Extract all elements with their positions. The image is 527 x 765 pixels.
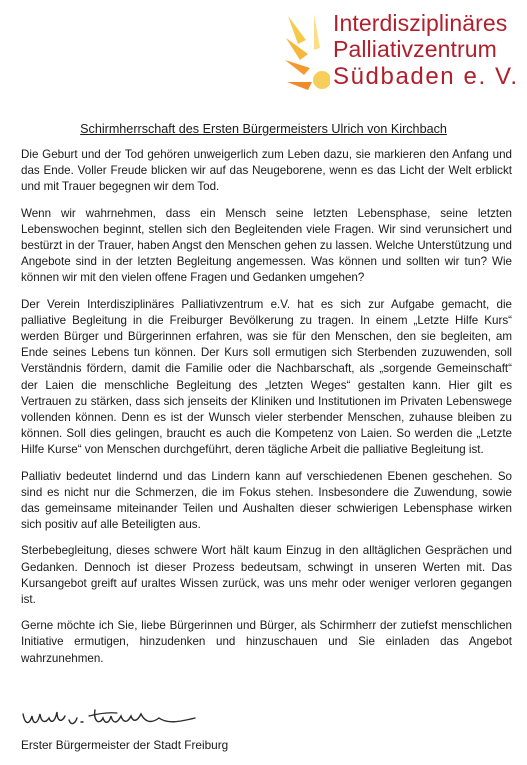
sun-rays-logo-icon	[284, 8, 330, 103]
handwritten-signature	[19, 700, 209, 734]
logo-line-1: Interdisziplinäres	[333, 10, 508, 36]
document-title: Schirmherrschaft des Ersten Bürgermeisters Ulrich von Kirchbach	[80, 122, 447, 136]
paragraph-4: Palliativ bedeutet lindernd und das Lindern kann auf verschiedenen Ebenen geschehen. So sind es nicht nur die Schmerzen, die im Fokus stehen. Insbesondere die Zuwendung, sowie das gemeinsame miteinander Teilen und Aushalten dieser schwierigen Lebensphase wirken sich positiv auf alle Beteiligten aus.	[21, 469, 512, 532]
paragraph-6: Gerne möchte ich Sie, liebe Bürgerinnen und Bürger, als Schirmherr der zutiefst menschlichen Initiative ermutigen, hinzudenken und hinzuschauen und Sie einladen das Angebot wahrzunehmen.	[21, 619, 512, 665]
logo-line-2: Palliativzentrum	[333, 36, 497, 62]
paragraph-1: Die Geburt und der Tod gehören unweigerlich zum Leben dazu, sie markieren den Anfang und das Ende. Voller Freude blicken wir auf das Neugeborene, wenn es das Licht der Welt erblickt und mit Trauer begegnen wir dem Tod.	[21, 148, 512, 194]
organization-logo-text	[333, 10, 519, 92]
paragraph-3: Der Verein Interdisziplinäres Palliativzentrum e.V. hat es sich zur Aufgabe gemacht, die palliative Begleitung in die Freiburger Bevölkerung zu tragen. In einem „Letzte Hilfe Kurs“ werden Bürger und Bürgerinnen erfahren, was sie für den Menschen, den sie begleiten, am Ende seines Lebens tun können. Der Kurs soll ermutigen sich Sterbenden zuzuwenden, soll Verständnis fördern, damit die Familie oder die Nachbarschaft, als „sorgende Gemeinschaft“ der Laien die menschliche Begleitung des „letzten Weges“ gestalten kann. Hier gilt es Vertrauen zu stärken, dass sich jenseits der Kliniken und Institutionen im Privaten Lebenswege vollenden können. Denn es ist der Wunsch vieler sterbender Menschen, zuhause bleiben zu können. Soll dies gelingen, braucht es auch die Kompetenz von Laien. So werden die „Letzte Hilfe Kurse“ von Menschen durchgeführt, deren tägliche Arbeit die palliative Begleitung ist.	[21, 297, 512, 457]
letter-body	[21, 147, 512, 677]
paragraph-2: Wenn wir wahrnehmen, dass ein Mensch seine letzten Lebensphase, seine letzten Lebenswochen beginnt, stellen sich den Begleitenden viele Fragen. Wir sind verunsichert und bestürzt in der Trauer, haben Angst den Menschen gehen zu lassen. Welche Unterstützung und Angebote sind in der letzten Begleitung angemessen. Was können und sollten wir tun? Wie können wir mit den vielen offene Fragen und Gedanken umgehen?	[21, 206, 512, 285]
logo-line-3: Südbaden e. V.	[333, 63, 519, 90]
paragraph-5: Sterbebegleitung, dieses schwere Wort hält kaum Einzug in den alltäglichen Gesprächen und Gedanken. Dennoch ist dieser Prozess bedeutsam, schwingt in unseren Werten mit. Das Kursangebot greift auf uraltes Wissen zurück, was uns mehr oder weniger verloren gegangen ist.	[21, 544, 512, 607]
letterhead	[0, 0, 527, 110]
signatory-title: Erster Bürgermeister der Stadt Freiburg	[21, 738, 229, 752]
